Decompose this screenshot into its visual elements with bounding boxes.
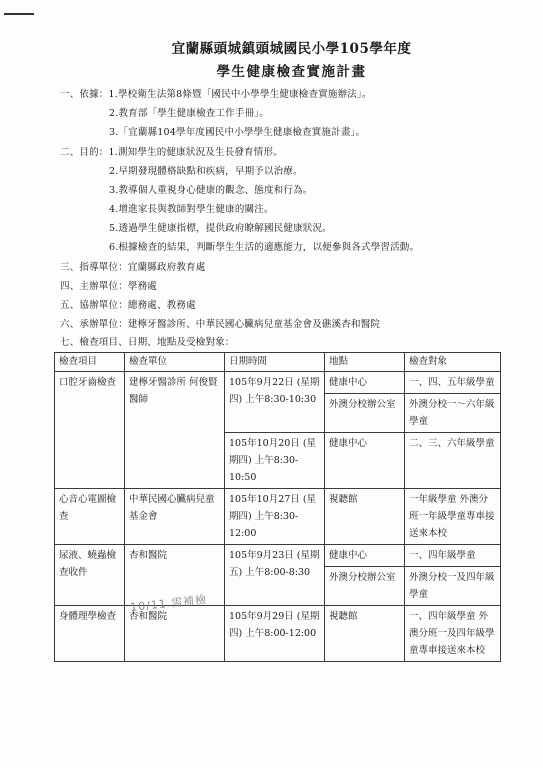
document-title: 宜蘭縣頭城鎮頭城國民小學105學年度	[171, 41, 412, 57]
document-subtitle: 學生健康檢查實施計畫	[216, 64, 367, 80]
exam-target-cell: 外澳分校一及四年級學童	[405, 567, 501, 606]
section-basis-line-3: 3.「宜蘭縣104學年度國民中小學學生健康檢查實施計畫」。	[109, 127, 366, 138]
section-purpose-line-1: 二、目的：1.測知學生的健康狀況及生長發育情形。	[60, 147, 283, 158]
exam-schedule-table	[54, 352, 501, 662]
section-organizer: 四、主辦單位：學務處	[60, 281, 158, 292]
table-row	[55, 489, 501, 545]
exam-target-cell: 一、四、五年級學童	[405, 372, 501, 394]
section-basis-line-2: 2.教育部「學生健康檢查工作手冊」。	[109, 108, 269, 119]
exam-target-cell: 一、四年級學童	[405, 545, 501, 567]
table-row	[55, 606, 501, 662]
section-purpose-line-4: 4.增進家長與教師對學生健康的關注。	[109, 204, 274, 215]
exam-unit-cell: 杏和醫院	[125, 606, 225, 662]
section-schedule-heading: 七、檢查項目、日期、地點及受檢對象：	[60, 337, 235, 348]
header-cell: 檢查單位	[125, 353, 225, 372]
section-co-organizer: 五、協辦單位：總務處、教務處	[60, 300, 196, 311]
table-header-row	[55, 353, 501, 372]
header-cell: 檢查對象	[405, 353, 501, 372]
exam-place-cell: 視聽館	[325, 606, 405, 662]
exam-date-cell: 105年9月22日 (星期四) 上午8:30-10:30	[225, 372, 325, 433]
exam-place-cell: 外澳分校辦公室	[325, 567, 405, 606]
exam-unit-cell: 杏和醫院	[125, 545, 225, 606]
table-row	[55, 545, 501, 567]
section-contractor: 六、承辦單位：建檸牙醫診所、中華民國心臟病兒童基金會及礁溪杏和醫院	[60, 319, 381, 330]
exam-place-cell: 健康中心	[325, 433, 405, 489]
exam-place-cell: 健康中心	[325, 372, 405, 394]
corner-mark	[4, 13, 34, 15]
section-guidance: 三、指導單位：宜蘭縣政府教育處	[60, 262, 206, 273]
exam-date-cell: 105年9月23日 (星期五) 上午8:00-8:30	[225, 545, 325, 606]
exam-place-cell: 外澳分校辦公室	[325, 394, 405, 433]
section-purpose-line-3: 3.教導個人重視身心健康的觀念、態度和行為。	[109, 185, 313, 196]
section-purpose-line-6: 6.根據檢查的結果，判斷學生生活的適應能力，以便參與各式學習活動。	[109, 242, 420, 253]
handwritten-note: 10/11 需補檢	[129, 592, 208, 614]
header-cell: 日期時間	[225, 353, 325, 372]
exam-place-cell: 視聽館	[325, 489, 405, 545]
exam-item-cell: 尿液、蟯蟲檢查收件	[55, 545, 125, 606]
exam-target-cell: 外澳分校一～六年級學童	[405, 394, 501, 433]
exam-item-cell: 口腔牙齒檢查	[55, 372, 125, 489]
section-purpose-line-5: 5.透過學生健康指標，提供政府瞭解國民健康狀況。	[109, 223, 332, 234]
exam-item-cell: 身體理學檢查	[55, 606, 125, 662]
header-cell: 地點	[325, 353, 405, 372]
exam-place-cell: 健康中心	[325, 545, 405, 567]
section-purpose-line-2: 2.早期發現體格缺點和疾病，早期予以治療。	[109, 166, 303, 177]
exam-date-cell: 105年10月20日 (星期四) 上午8:30-10:50	[225, 433, 325, 489]
table-row	[55, 372, 501, 394]
exam-date-cell: 105年10月27日 (星期四) 上午8:30-12:00	[225, 489, 325, 545]
exam-item-cell: 心音心電圖檢查	[55, 489, 125, 545]
exam-target-cell: 一年級學童 外澳分班一年級學童專車接送來本校	[405, 489, 501, 545]
exam-date-cell: 105年9月29日 (星期四) 上午8:00-12:00	[225, 606, 325, 662]
exam-target-cell: 一、四年級學童 外澳分班一及四年級學童專車接送來本校	[405, 606, 501, 662]
exam-unit-cell: 中華民國心臟病兒童基金會	[125, 489, 225, 545]
header-cell: 檢查項目	[55, 353, 125, 372]
exam-unit-cell: 建檸牙醫診所 何俊賢醫師	[125, 372, 225, 489]
section-basis-line-1: 一、依據：1.學校衛生法第8條暨「國民中小學學生健康檢查實施辦法」。	[60, 89, 372, 100]
exam-target-cell: 二、三、六年級學童	[405, 433, 501, 489]
